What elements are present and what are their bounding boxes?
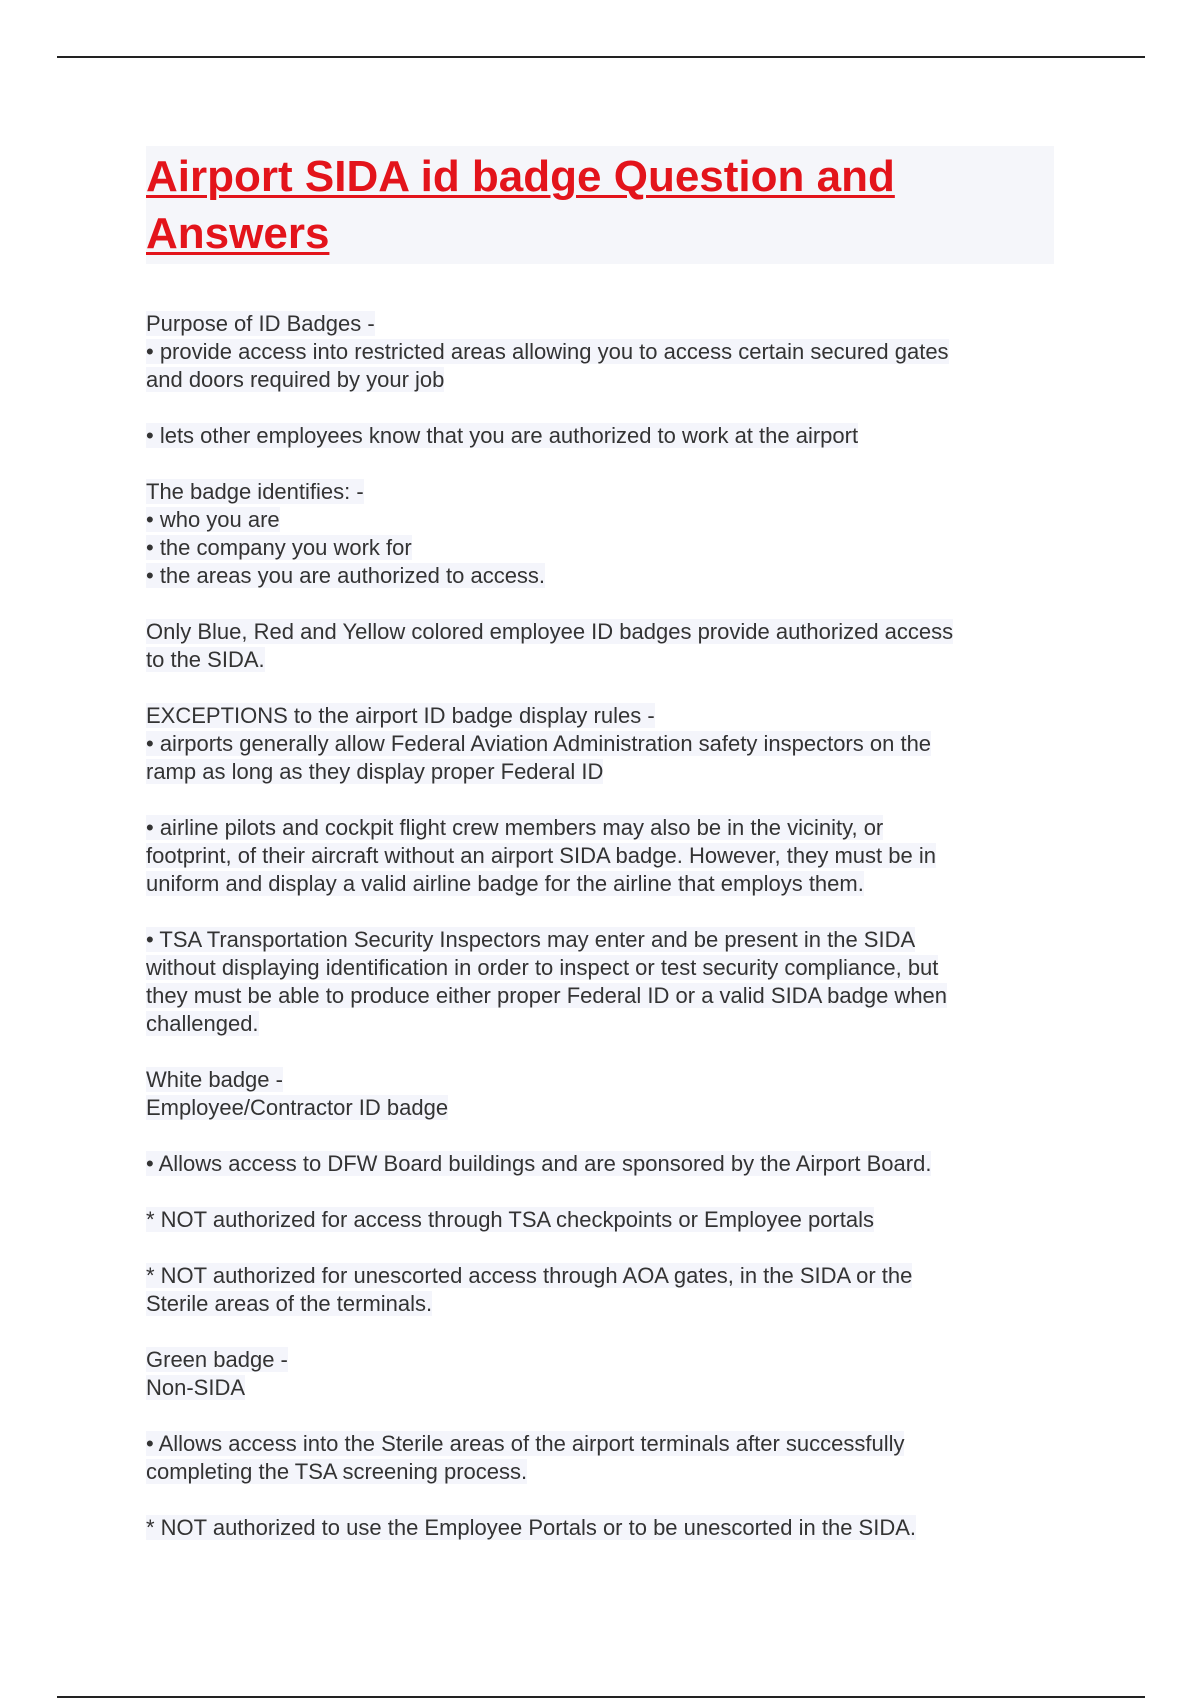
title-line: Answers	[146, 209, 330, 258]
text-line: Sterile areas of the terminals.	[146, 1291, 433, 1316]
text-line: • TSA Transportation Security Inspectors may enter and be present in the SIDA	[146, 927, 916, 952]
text-line: footprint, of their aircraft without an airport SIDA badge. However, they must be in	[146, 843, 936, 868]
text-line: • airline pilots and cockpit flight crew members may also be in the vicinity, or	[146, 815, 884, 840]
qa-not-tsa-checkpoints	[146, 1206, 1054, 1234]
text-line: • Allows access into the Sterile areas of the airport terminals after successfully	[146, 1431, 905, 1456]
qa-airline-pilots	[146, 814, 1054, 898]
document-title	[146, 148, 1054, 262]
qa-badge-identifies	[146, 478, 1054, 590]
text-line: • airports generally allow Federal Aviation Administration safety inspectors on the	[146, 731, 932, 756]
text-line: uniform and display a valid airline badge for the airline that employs them.	[146, 871, 864, 896]
title-line: Airport SIDA id badge Question and	[146, 152, 895, 201]
text-line: ramp as long as they display proper Federal ID	[146, 759, 604, 784]
text-line: Green badge -	[146, 1347, 288, 1372]
qa-tsa-inspectors	[146, 926, 1054, 1038]
title-block	[146, 146, 1054, 264]
qa-lets-employees-know	[146, 422, 1054, 450]
text-line: • the company you work for	[146, 535, 412, 560]
qa-not-employee-portals	[146, 1514, 1054, 1542]
text-line: * NOT authorized for unescorted access through AOA gates, in the SIDA or the	[146, 1263, 913, 1288]
text-line: * NOT authorized to use the Employee Portals or to be unescorted in the SIDA.	[146, 1515, 917, 1540]
text-line: • the areas you are authorized to access.	[146, 563, 546, 588]
text-line: Non-SIDA	[146, 1375, 246, 1400]
text-line: Only Blue, Red and Yellow colored employee ID badges provide authorized access	[146, 619, 954, 644]
text-line: without displaying identification in order to inspect or test security compliance, but	[146, 955, 939, 980]
text-line: * NOT authorized for access through TSA checkpoints or Employee portals	[146, 1207, 874, 1232]
qa-dfw-board	[146, 1150, 1054, 1178]
text-line: challenged.	[146, 1011, 259, 1036]
text-line: they must be able to produce either proper Federal ID or a valid SIDA badge when	[146, 983, 948, 1008]
text-line: • who you are	[146, 507, 280, 532]
text-line: • lets other employees know that you are authorized to work at the airport	[146, 423, 859, 448]
text-line: Employee/Contractor ID badge	[146, 1095, 449, 1120]
text-line: Purpose of ID Badges -	[146, 311, 375, 336]
text-line: The badge identifies: -	[146, 479, 364, 504]
text-line: EXCEPTIONS to the airport ID badge display rules -	[146, 703, 655, 728]
text-line: completing the TSA screening process.	[146, 1459, 528, 1484]
bottom-rule	[57, 1696, 1145, 1698]
qa-purpose-of-id-badges	[146, 310, 1054, 394]
text-line: • Allows access to DFW Board buildings and are sponsored by the Airport Board.	[146, 1151, 932, 1176]
text-line: White badge -	[146, 1067, 283, 1092]
qa-badge-colors	[146, 618, 1054, 674]
text-line: • provide access into restricted areas allowing you to access certain secured gates	[146, 339, 949, 364]
top-rule	[57, 56, 1145, 58]
text-line: to the SIDA.	[146, 647, 265, 672]
qa-sterile-areas	[146, 1430, 1054, 1486]
text-line: and doors required by your job	[146, 367, 445, 392]
qa-not-aoa-gates	[146, 1262, 1054, 1318]
qa-green-badge	[146, 1346, 1054, 1402]
document-body	[146, 146, 1054, 1570]
qa-exceptions	[146, 702, 1054, 786]
qa-white-badge	[146, 1066, 1054, 1122]
